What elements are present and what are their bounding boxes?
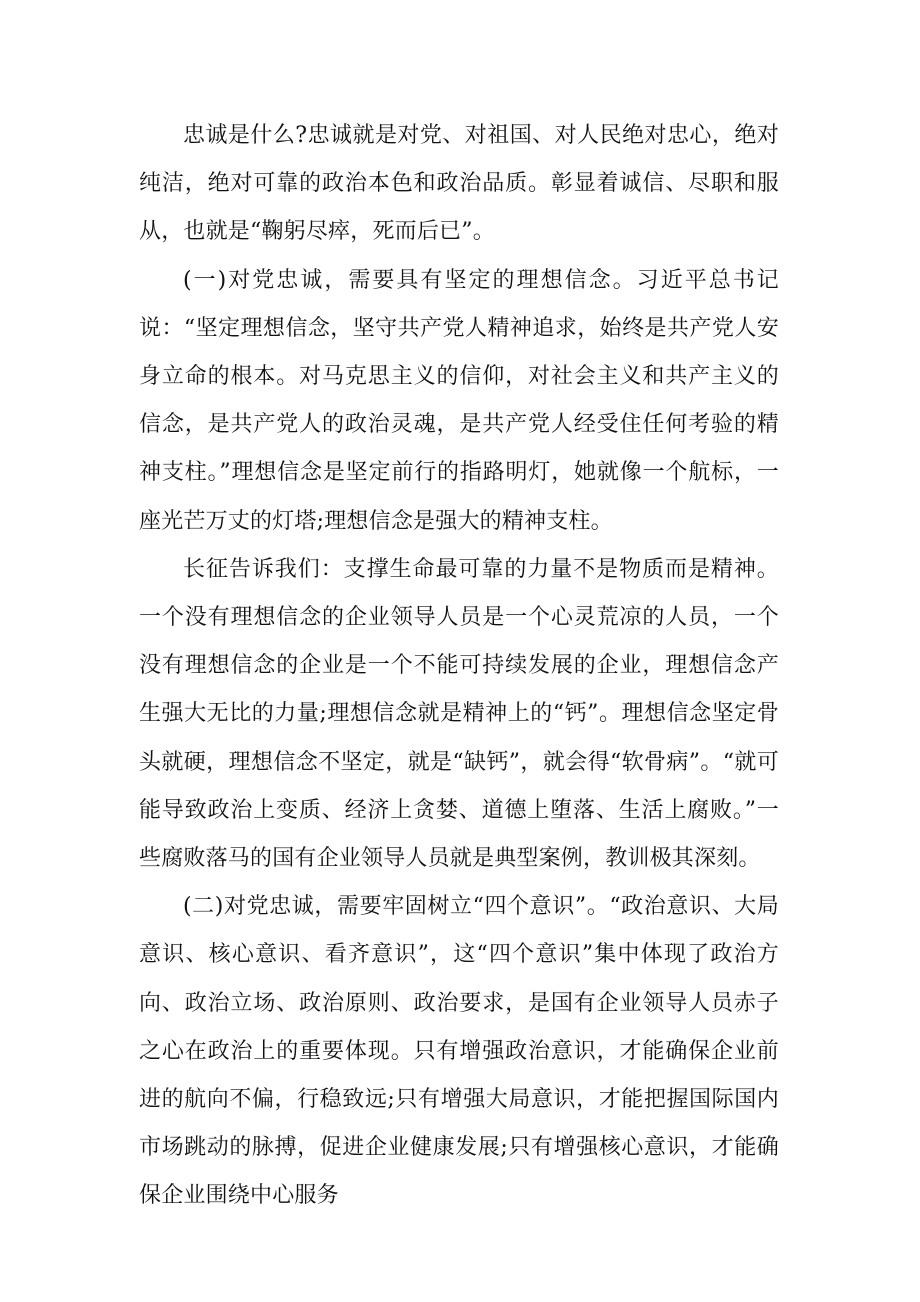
paragraph-ideals-and-beliefs: (一)对党忠诚，需要具有坚定的理想信念。习近平总书记说：“坚定理想信念，坚守共产党人精神追求，始终是共产党人安身立命的根本。对马克思主义的信仰，对社会主义和共产主义的信念，是共产党人的政治灵魂，是共产党人经受住任何考验的精神支柱。”理想信念是坚定前行的指路明灯，她就像一个航标，一座光芒万丈的灯塔;理想信念是强大的精神支柱。 [139,267,779,534]
paragraph-long-march-spirit: 长征告诉我们：支撑生命最可靠的力量不是物质而是精神。一个没有理想信念的企业领导人员是一个心灵荒凉的人员，一个没有理想信念的企业是一个不能可持续发展的企业，理想信念产生强大无比的力量;理想信念就是精神上的“钙”。理想信念坚定骨头就硬，理想信念不坚定，就是“缺钙”，就会得“软骨病”。“就可能导致政治上变质、经济上贪婪、道德上堕落、生活上腐败。”一些腐败落马的国有企业领导人员就是典型案例，教训极其深刻。 [139,556,779,872]
paragraph-loyalty-definition: 忠诚是什么?忠诚就是对党、对祖国、对人民绝对忠心，绝对纯洁，绝对可靠的政治本色和政治品质。彰显着诚信、尽职和服从，也就是“鞠躬尽瘁，死而后已”。 [139,123,779,245]
paragraph-four-consciousnesses: (二)对党忠诚，需要牢固树立“四个意识”。“政治意识、大局意识、核心意识、看齐意识”，这“四个意识”集中体现了政治方向、政治立场、政治原则、政治要求，是国有企业领导人员赤子之心在政治上的重要体现。只有增强政治意识，才能确保企业前进的航向不偏，行稳致远;只有增强大局意识，才能把握国际国内市场跳动的脉搏，促进企业健康发展;只有增强核心意识，才能确保企业围绕中心服务 [139,894,779,1209]
document-body [139,112,779,1221]
